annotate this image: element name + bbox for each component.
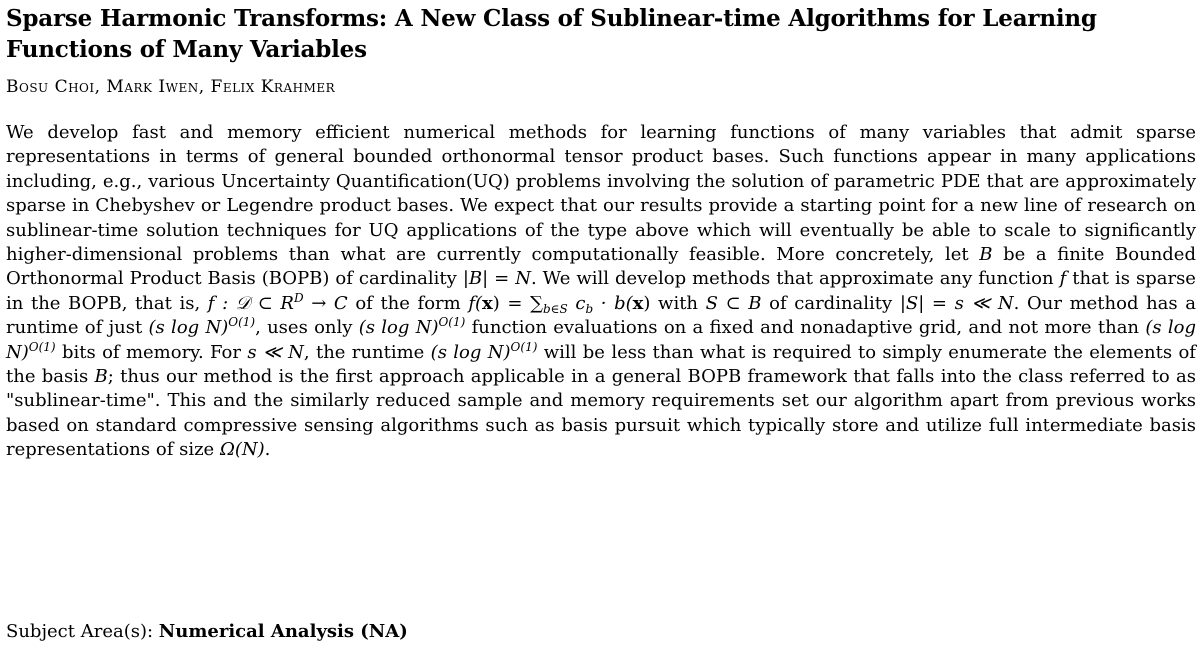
math-runtime-base: (s log N): [358, 317, 439, 339]
abstract-text: bits of memory. For: [61, 341, 241, 363]
subject-area-value: Numerical Analysis (NA): [158, 621, 408, 642]
math-sparsity: s ≪ N: [247, 341, 304, 363]
abstract-text: that is sparse in the BOPB, that is,: [6, 268, 1196, 314]
math-mapping-exponent: D: [293, 290, 304, 305]
math-cardinality-basis: |B| = N: [462, 268, 531, 290]
math-size: Ω(N): [219, 439, 265, 461]
paper-abstract: [6, 121, 1196, 463]
abstract-text: will be less than what is required to simply enumerate the elements of the basis: [6, 341, 1196, 388]
abstract-text: of cardinality: [769, 292, 893, 314]
math-expansion-part: · b(: [593, 292, 633, 314]
abstract-text: of the form: [355, 292, 461, 314]
math-coefficient: c: [575, 292, 586, 314]
abstract-text: , the runtime: [303, 341, 425, 363]
math-coefficient-index: b: [585, 301, 594, 316]
math-runtime: [430, 339, 538, 363]
abstract-text: We develop fast and memory efficient numerical methods for learning functions of many variables that admit sparse representations in terms of general bounded orthonormal tensor product bases. Such functions appear in many applications including, e.g., various Uncertainty Quantification(UQ) problems involving the solution of parametric PDE that are approximately sparse in Chebyshev or Legendre product bases. We expect that our results provide a starting point for a new line of research on sublinear-time solution techniques for UQ applications of the type above which will eventually be able to scale to significantly higher-dimensional problems than what are currently computationally feasible. More concretely, let: [6, 122, 1196, 266]
abstract-text: . Our method has a runtime of just: [6, 292, 1196, 339]
abstract-text: .: [264, 439, 271, 461]
math-vector-x: x: [482, 292, 493, 314]
abstract-text: ; thus our method is the first approach applicable in a general BOPB framework that falls into the class referred to as "sublinear-time". This and the similarly reduced sample and memory requirements set our algorithm apart from previous works based on standard compressive sensing algorithms such as basis pursuit which typically store and utilize full intermediate basis representations of size: [6, 366, 1197, 461]
math-cardinality-support: |S| = s ≪ N: [899, 292, 1014, 314]
math-mapping-codomain: → C: [311, 292, 348, 314]
abstract-text: . We will develop methods that approximate any function: [530, 268, 1054, 290]
math-expansion: [468, 293, 650, 314]
math-basis: B: [94, 366, 108, 388]
paper-page: [6, 0, 1196, 650]
math-function: f: [1059, 268, 1067, 290]
math-runtime-exponent: O(1): [28, 339, 56, 354]
math-basis: B: [979, 244, 993, 266]
math-runtime: [149, 317, 256, 338]
math-runtime-base: (s log N): [148, 317, 229, 339]
math-subset: S ⊂ B: [705, 292, 762, 314]
math-expansion-part: ) = ∑: [492, 292, 543, 314]
math-runtime-base: (s log N): [6, 317, 1196, 363]
math-runtime-exponent: O(1): [228, 315, 256, 330]
abstract-text: be a finite Bounded Orthonormal Product Basis (BOPB) of cardinality: [6, 244, 1196, 290]
subject-area: [6, 620, 408, 644]
math-runtime-base: (s log N): [430, 341, 511, 363]
math-expansion-part: f(: [468, 292, 483, 314]
paper-authors: Bosu Choi, Mark Iwen, Felix Krahmer: [6, 77, 336, 97]
math-runtime-exponent: O(1): [510, 339, 538, 354]
math-mapping: [207, 290, 348, 314]
abstract-text: , uses only: [255, 317, 353, 339]
math-expansion-part: ): [643, 292, 651, 314]
math-mapping-domain: f : 𝒟 ⊂ R: [207, 292, 294, 314]
paper-title: Sparse Harmonic Transforms: A New Class of Sublinear-time Algorithms for Learning Functions of Many Variables: [6, 5, 1097, 63]
math-sum-index: b∈S: [542, 301, 568, 316]
math-vector-x: x: [632, 292, 644, 314]
abstract-text: function evaluations on a fixed and nonadaptive grid, and not more than: [471, 317, 1140, 339]
abstract-text: with: [658, 292, 699, 314]
subject-area-label: Subject Area(s):: [6, 621, 154, 642]
math-runtime-exponent: O(1): [438, 315, 466, 330]
math-runtime: [359, 317, 466, 338]
